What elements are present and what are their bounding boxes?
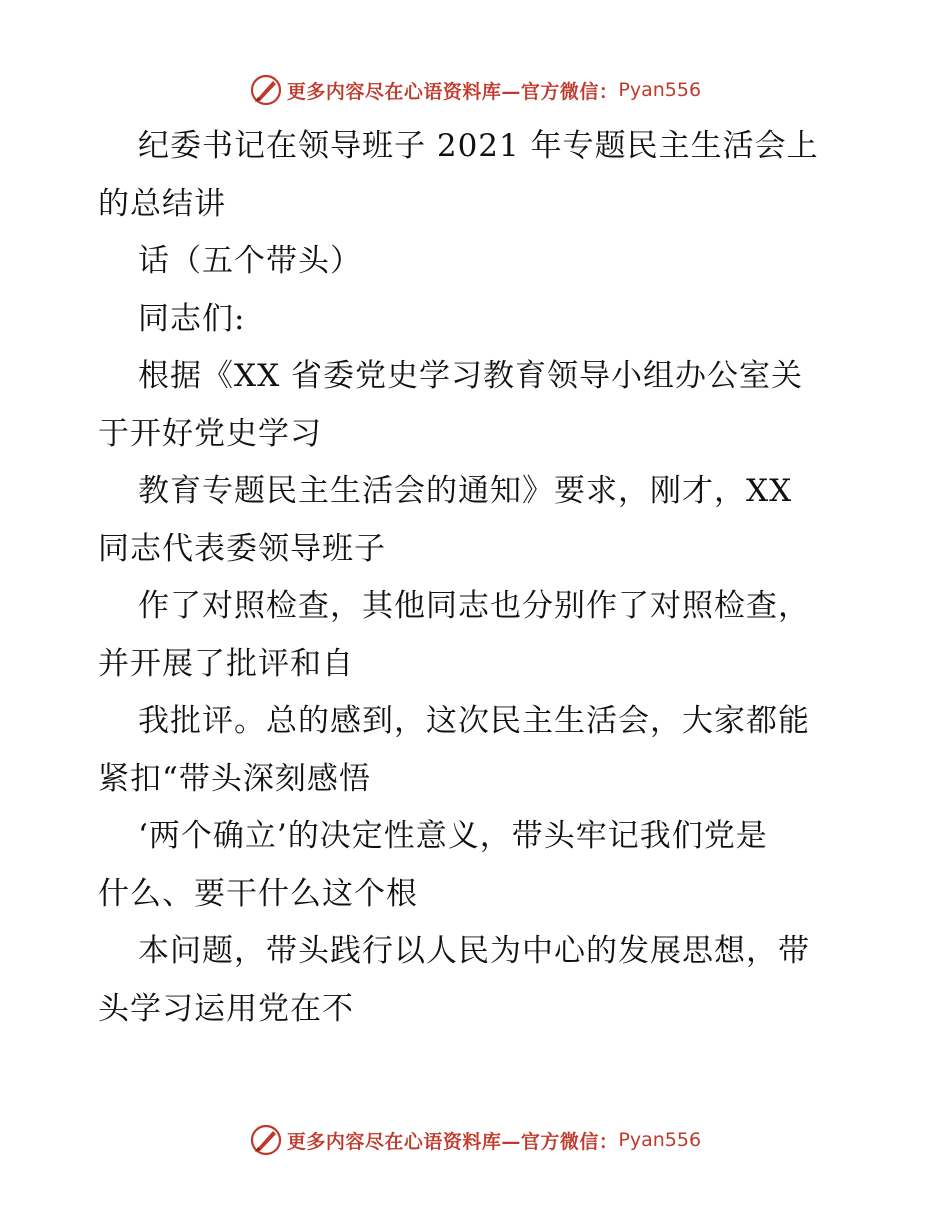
watermark-wechat-id: Pyan556: [618, 79, 702, 101]
watermark-text: 更多内容尽在心语资料库—官方微信：: [286, 1130, 619, 1153]
body-line: 什么、要干什么这个根: [98, 875, 418, 912]
body-line: ‘两个确立’的决定性意义，带头牢记我们党是: [138, 818, 768, 854]
body-line: 同志代表委领导班子: [98, 530, 386, 567]
quill-pen-icon: [249, 1123, 283, 1157]
body-line: 教育专题民主生活会的通知》要求，刚才，XX: [138, 473, 793, 509]
body-line: 话（五个带头）: [138, 243, 362, 279]
header-watermark: [0, 70, 950, 110]
body-line: 本问题，带头践行以人民为中心的发展思想，带: [138, 933, 810, 969]
body-line: 于开好党史学习: [98, 415, 322, 452]
watermark-wechat-id: Pyan556: [618, 1129, 702, 1151]
watermark-text: 更多内容尽在心语资料库—官方微信：: [286, 80, 619, 103]
body-line: 根据《XX 省委党史学习教育领导小组办公室关: [138, 358, 803, 394]
body-line: 并开展了批评和自: [98, 645, 354, 682]
document-body: [98, 118, 868, 1038]
body-line: 作了对照检查，其他同志也分别作了对照检查，: [138, 588, 810, 624]
body-line: 我批评。总的感到，这次民主生活会，大家都能: [138, 703, 810, 739]
body-line: 紧扣“带头深刻感悟: [98, 760, 371, 797]
salutation: 同志们:: [138, 300, 246, 337]
footer-watermark: [0, 1120, 950, 1160]
body-line: 头学习运用党在不: [98, 990, 354, 1027]
quill-pen-icon: [249, 73, 283, 107]
body-line: 纪委书记在领导班子 2021 年专题民主生活会上: [138, 128, 819, 164]
body-line: 的总结讲: [98, 185, 226, 222]
